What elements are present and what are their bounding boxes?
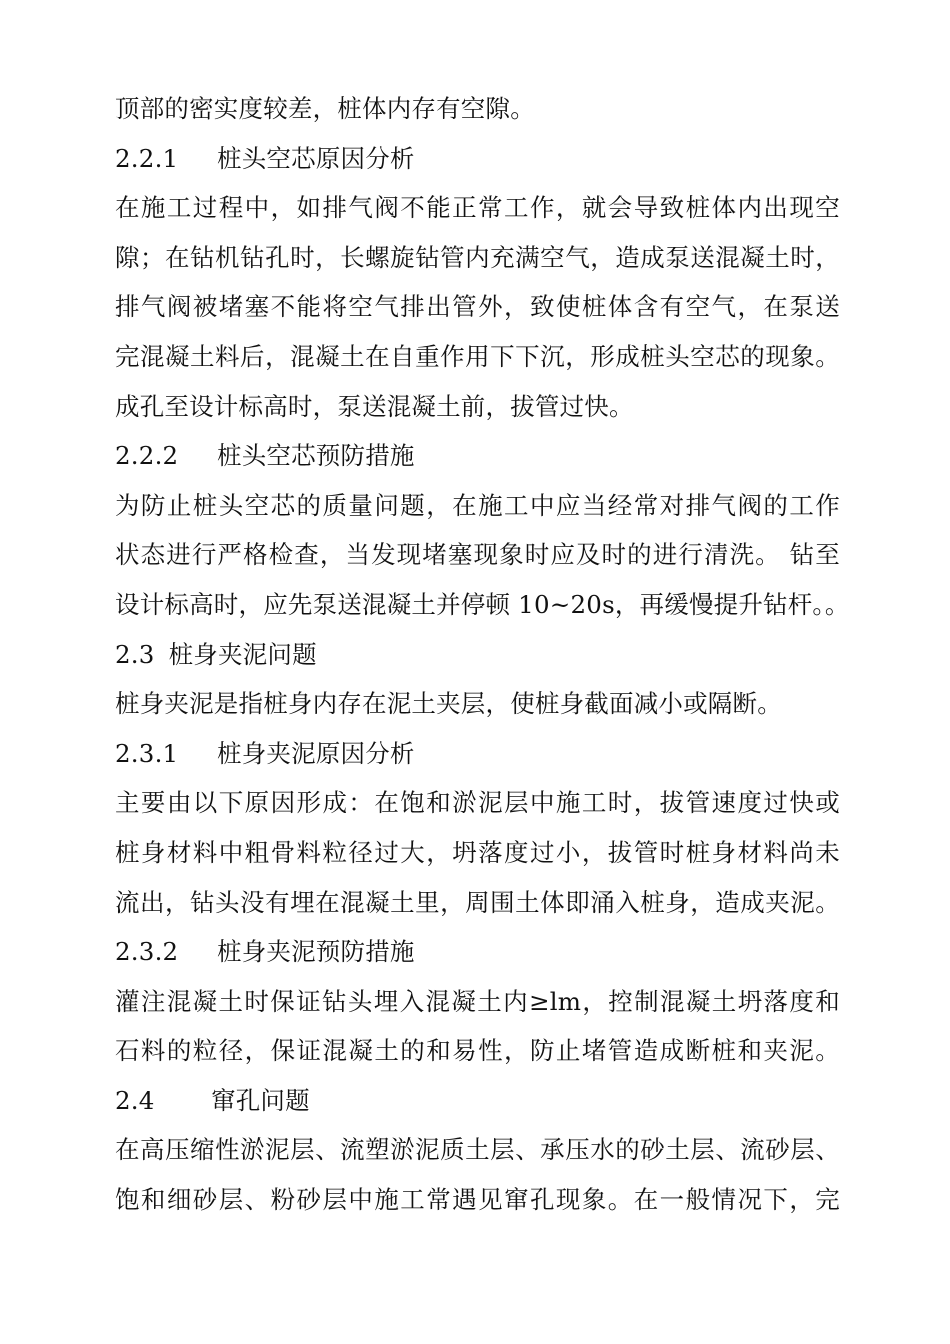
paragraph-line: 石料的粒径，保证混凝土的和易性，防止堵管造成断桩和夹泥。 <box>115 1036 840 1066</box>
paragraph-line: 完混凝土料后，混凝土在自重作用下下沉，形成桩头空芯的现象。 <box>115 341 840 371</box>
section-heading <box>115 630 840 680</box>
section-title: 桩身夹泥预防措施 <box>217 937 415 967</box>
paragraph-line: 顶部的密实度较差，桩体内存有空隙。 <box>115 94 535 123</box>
paragraph-line: 状态进行严格检查，当发现堵塞现象时应及时的进行清洗。 钻至 <box>115 540 840 570</box>
paragraph-line: 主要由以下原因形成：在饱和淤泥层中施工时，拔管速度过快或 <box>115 788 840 818</box>
section-title: 窜孔问题 <box>211 1085 310 1115</box>
section-number: 2.4 <box>115 1085 155 1115</box>
section-heading <box>115 134 840 184</box>
section-heading <box>115 431 840 481</box>
paragraph-line: 设计标高时，应先泵送混凝土并停顿 10~20s，再缓慢提升钻杆。。 <box>115 589 850 619</box>
paragraph-line: 在高压缩性淤泥层、流塑淤泥质土层、承压水的砂土层、流砂层、 <box>115 1135 840 1165</box>
paragraph-line: 饱和细砂层、粉砂层中施工常遇见窜孔现象。在一般情况下，完 <box>115 1185 840 1215</box>
paragraph-line: 为防止桩头空芯的质量问题，在施工中应当经常对排气阀的工作 <box>115 490 840 520</box>
paragraph-line: 排气阀被堵塞不能将空气排出管外，致使桩体含有空气，在泵送 <box>115 292 840 322</box>
document-page <box>115 84 850 1225</box>
paragraph-line: 流出，钻头没有埋在混凝土里，周围土体即涌入桩身，造成夹泥。 <box>115 887 840 917</box>
section-number: 2.2.1 <box>115 143 179 173</box>
paragraph-line: 隙；在钻机钻孔时，长螺旋钻管内充满空气，造成泵送混凝土时， <box>115 242 840 272</box>
section-heading <box>115 729 840 779</box>
section-title: 桩头空芯原因分析 <box>217 143 415 173</box>
section-title: 桩身夹泥问题 <box>168 639 317 669</box>
section-heading <box>115 1076 840 1126</box>
section-number: 2.3.1 <box>115 738 179 768</box>
paragraph-line: 灌注混凝土时保证钻头埋入混凝土内≥lm，控制混凝土坍落度和 <box>115 986 840 1016</box>
paragraph-line: 成孔至设计标高时，泵送混凝土前，拔管过快。 <box>115 391 634 421</box>
section-number: 2.3 <box>115 639 155 669</box>
paragraph-line: 桩身材料中粗骨料粒径过大，坍落度过小，拔管时桩身材料尚未 <box>115 837 840 867</box>
paragraph-line: 在施工过程中，如排气阀不能正常工作，就会导致桩体内出现空 <box>115 193 840 223</box>
section-title: 桩身夹泥原因分析 <box>217 738 415 768</box>
paragraph-line: 桩身夹泥是指桩身内存在泥土夹层，使桩身截面减小或隔断。 <box>115 689 782 719</box>
section-title: 桩头空芯预防措施 <box>217 441 415 471</box>
section-heading <box>115 927 840 977</box>
section-number: 2.2.2 <box>115 441 179 471</box>
section-number: 2.3.2 <box>115 937 179 967</box>
